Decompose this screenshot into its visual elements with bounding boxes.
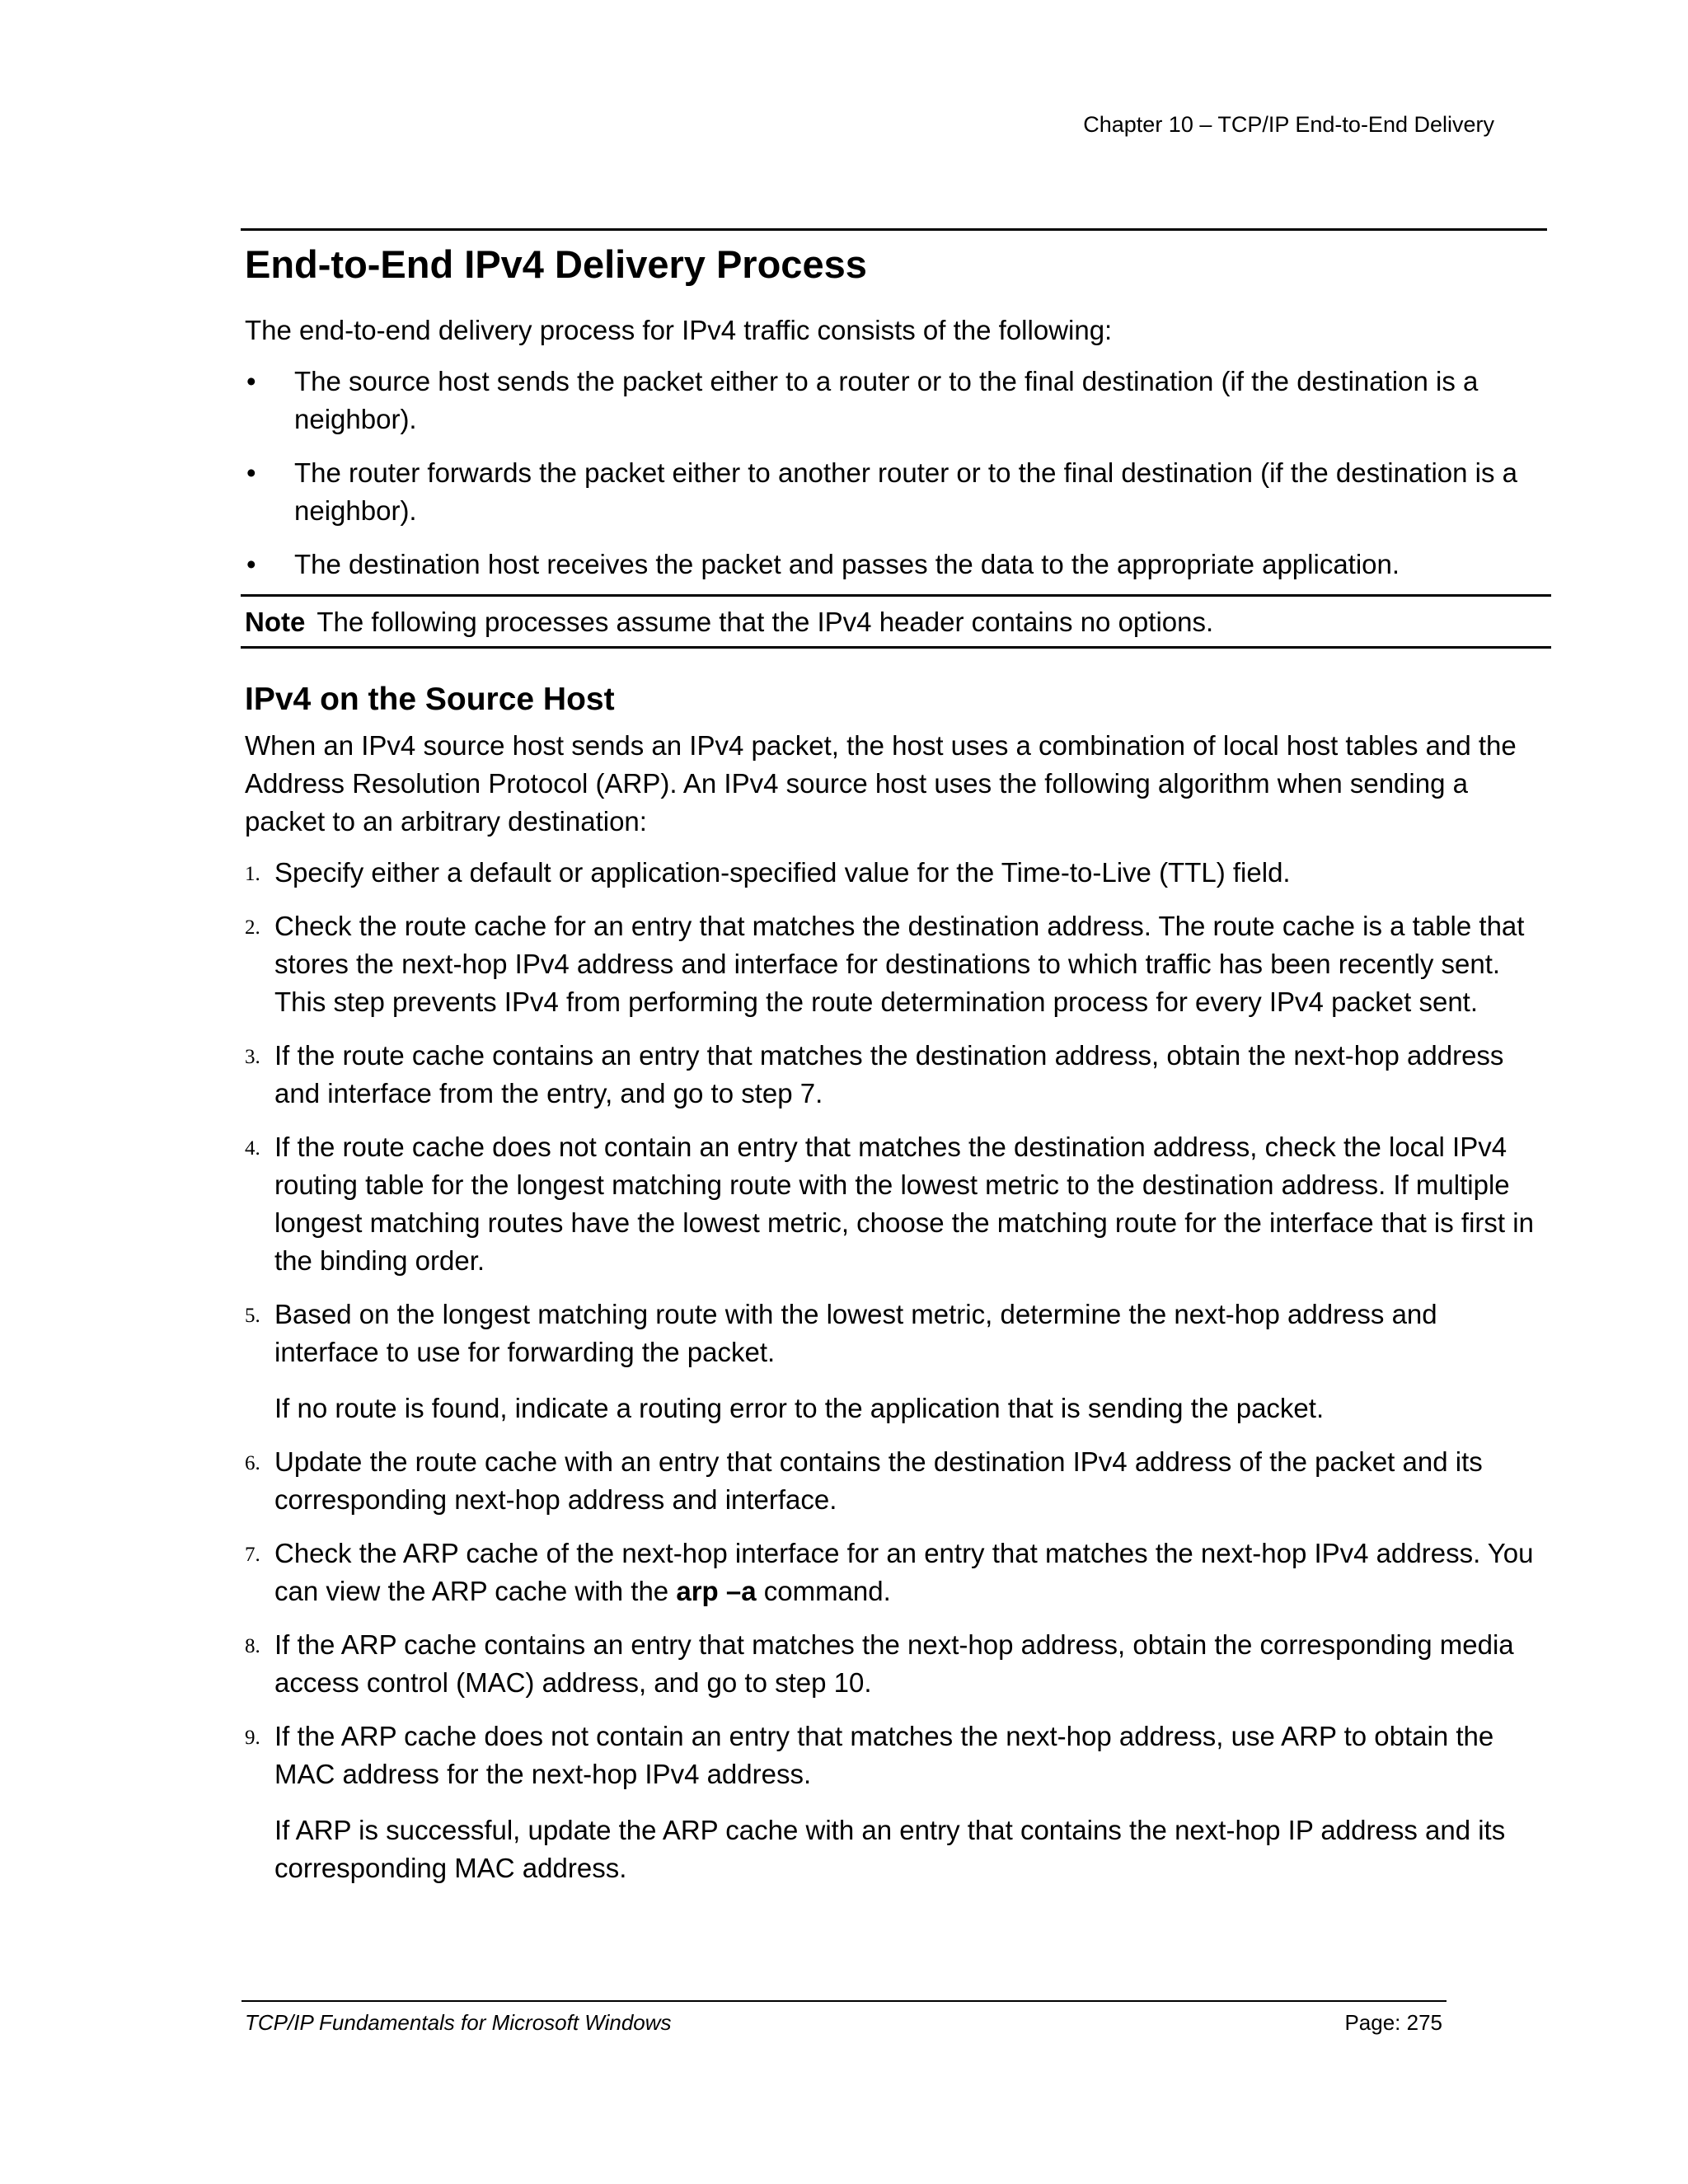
bullet-icon: • [246,457,256,488]
list-item [245,1626,1547,1702]
list-item [245,1128,1547,1280]
bullet-icon: • [246,549,256,579]
step-number: 4. [245,1137,260,1160]
list-item [245,363,1547,438]
footer-page-number: Page: 275 [1344,2010,1442,2035]
note-label: Note [245,607,306,637]
page-content [245,228,1547,1903]
list-item [245,854,1547,892]
bullet-text: The source host sends the packet either to a router or to the final destination (if the destination is a neighbor). [294,366,1479,434]
step-text: Check the route cache for an entry that matches the destination address. The route cache is a table that stores the next-hop IPv4 address and interface for destinations to which traffic has been recently sent. This step prevents IPv4 from performing the route determination process for every IPv4 packet sent. [274,911,1525,1017]
list-item [245,1718,1547,1887]
step-number: 7. [245,1544,260,1566]
subsection-title: IPv4 on the Source Host [245,682,615,717]
step-number: 5. [245,1305,260,1327]
step-text [274,1535,1547,1610]
step-subparagraph: If ARP is successful, update the ARP cache with an entry that contains the next-hop IP address and its corresponding MAC address. [274,1815,1506,1883]
step-text: Specify either a default or application-specified value for the Time-to-Live (TTL) field. [274,857,1291,888]
subsection-intro: When an IPv4 source host sends an IPv4 packet, the host uses a combination of local host tables and the Address Resolution Protocol (ARP). An IPv4 source host uses the following algorithm when sending a packet to an arbitrary destination: [245,730,1517,837]
bullet-text: The destination host receives the packet and passes the data to the appropriate application. [294,549,1400,579]
step-number: 6. [245,1452,260,1474]
steps-list [245,854,1547,1887]
step-number: 1. [245,863,260,885]
bullet-list [245,363,1547,583]
list-item [245,1535,1547,1610]
list-item [245,1296,1547,1427]
step-number: 3. [245,1046,260,1068]
footer-book-title: TCP/IP Fundamentals for Microsoft Windows [245,2010,672,2035]
step-text: If the route cache contains an entry that matches the destination address, obtain the next-hop address and interface from the entry, and go to step 7. [274,1040,1504,1108]
section-title: End-to-End IPv4 Delivery Process [245,242,867,286]
list-item [245,907,1547,1021]
running-header: Chapter 10 – TCP/IP End-to-End Delivery [1083,112,1494,137]
list-item [245,1037,1547,1113]
step-text-part: Check the ARP cache of the next-hop interface for an entry that matches the next-hop IPv4 address. You can view the ARP cache with the [274,1538,1534,1606]
step-text: If the ARP cache does not contain an entry that matches the next-hop address, use ARP to obtain the MAC address for the next-hop IPv4 address. [274,1721,1494,1789]
footer-rule [241,2000,1447,2002]
step-subparagraph: If no route is found, indicate a routing error to the application that is sending the packet. [274,1393,1325,1423]
list-item [245,1443,1547,1519]
step-text-part: command. [756,1576,891,1606]
step-number: 9. [245,1727,260,1749]
step-text: If the ARP cache contains an entry that matches the next-hop address, obtain the corresponding media access control (MAC) address, and go to step 10. [274,1629,1514,1698]
list-item [245,546,1547,583]
step-text: If the route cache does not contain an entry that matches the destination address, check the local IPv4 routing table for the longest matching route with the lowest metric to the destination address. If multiple longest matching routes have the lowest metric, choose the matching route for the interface that is first in the binding order. [274,1132,1534,1276]
step-text: Based on the longest matching route with the lowest metric, determine the next-hop address and interface to use for forwarding the packet. [274,1299,1437,1367]
list-item [245,454,1547,530]
section-intro: The end-to-end delivery process for IPv4 traffic consists of the following: [245,315,1113,345]
bullet-text: The router forwards the packet either to another router or to the final destination (if the destination is a neighbor). [294,457,1518,526]
bullet-icon: • [246,366,256,396]
step-text: Update the route cache with an entry that contains the destination IPv4 address of the packet and its corresponding next-hop address and interface. [274,1446,1483,1515]
note-text: The following processes assume that the IPv4 header contains no options. [316,607,1214,637]
command-name: arp –a [676,1576,757,1606]
section-top-rule [241,228,1547,231]
step-number: 2. [245,916,260,939]
step-number: 8. [245,1635,260,1657]
note-box [241,594,1551,649]
